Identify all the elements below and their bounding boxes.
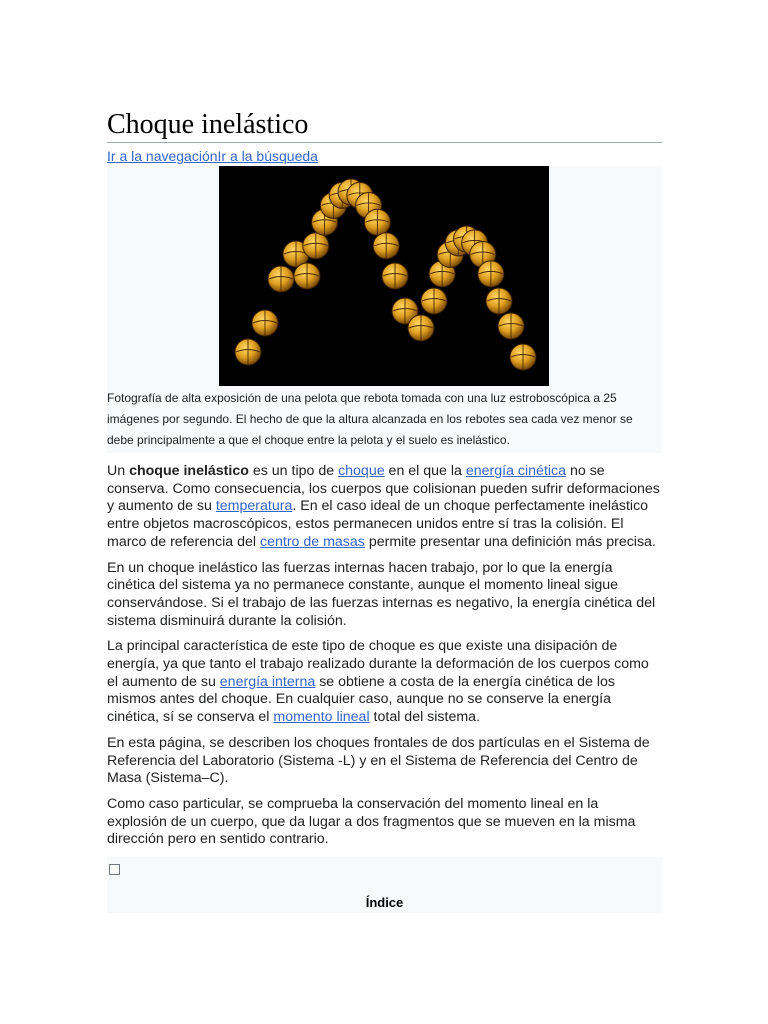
skip-to-navigation-link[interactable]: Ir a la navegación	[107, 148, 218, 164]
link-temperatura[interactable]: temperatura	[215, 498, 293, 515]
toc-title: Índice	[365, 895, 404, 911]
text-run: no se conserva. Como consecuencia, los cuerpos que colisionan pueden sufrir deformaciones y aumento de su	[107, 463, 660, 515]
text-run: . En el caso ideal de un choque perfectamente inelástico entre objetos macroscópicos, estos permanecen unidos entre sí tras la colisión. El marco de referencia del	[107, 498, 649, 550]
article-content	[107, 108, 662, 913]
link-momento-lineal[interactable]: momento lineal	[273, 709, 370, 726]
paragraph-intro	[107, 463, 662, 552]
text-run: se obtiene a costa de la energía cinética de los mismos antes del choque. En cualquier caso, aunque no se conserve la energía cinética, sí se conserva el	[107, 673, 615, 726]
link-energia-interna[interactable]: energía interna	[219, 673, 316, 690]
text-run: permite presentar una definición más precisa.	[364, 533, 656, 550]
skip-links	[107, 147, 662, 165]
text-run: La principal característica de este tipo de choque es que existe una disipación de energía, ya que tanto el trabajo realizado durante la deformación de los cuerpos como el aumento de su	[107, 638, 649, 690]
skip-to-search-link[interactable]: Ir a la búsqueda	[217, 148, 318, 164]
link-energia-cinetica[interactable]: energía cinética	[465, 463, 567, 479]
page-title: Choque inelástico	[107, 108, 662, 143]
link-choque[interactable]: choque	[338, 463, 385, 479]
figure	[107, 166, 662, 453]
paragraph-reference-frames: En esta página, se describen los choques frontales de dos partículas en el Sistema de Referencia del Laboratorio (Sistema -L) y en el Sistema de Referencia del Centro de Masa (Sistema–C).	[107, 734, 650, 787]
text-run: es un tipo de	[248, 463, 339, 479]
text-run: en el que la	[384, 463, 466, 479]
bouncing-ball-photo[interactable]	[219, 166, 549, 386]
paragraph-internal-forces: En un choque inelástico las fuerzas internas hacen trabajo, por lo que la energía cinética del sistema ya no permanece constante, aunque el momento lineal sigue conservándose. Si el trabajo de las fuerzas internas es negativo, la energía cinética del sistema disminuirá durante la colisión.	[107, 559, 656, 629]
figure-caption: Fotografía de alta exposición de una pelota que rebota tomada con una luz estroboscópica a 25 imágenes por segundo. El hecho de que la altura alcanzada en los rebotes sea cada vez menor se debe principalmente a que el choque entre la pelota y el suelo es inelástico.	[107, 391, 633, 447]
text-run: total del sistema.	[369, 709, 481, 726]
toc-toggle-checkbox[interactable]	[109, 864, 120, 875]
text-run: Un	[107, 463, 130, 479]
paragraph-energy-dissipation	[107, 638, 662, 727]
term-bold: choque inelástico	[129, 463, 249, 479]
paragraph-explosion: Como caso particular, se comprueba la conservación del momento lineal en la explosión de un cuerpo, que da lugar a dos fragmentos que se mueven en la misma dirección pero en sentido contrario.	[107, 795, 636, 848]
link-centro-de-masas[interactable]: centro de masas	[260, 533, 365, 550]
table-of-contents	[107, 857, 662, 913]
